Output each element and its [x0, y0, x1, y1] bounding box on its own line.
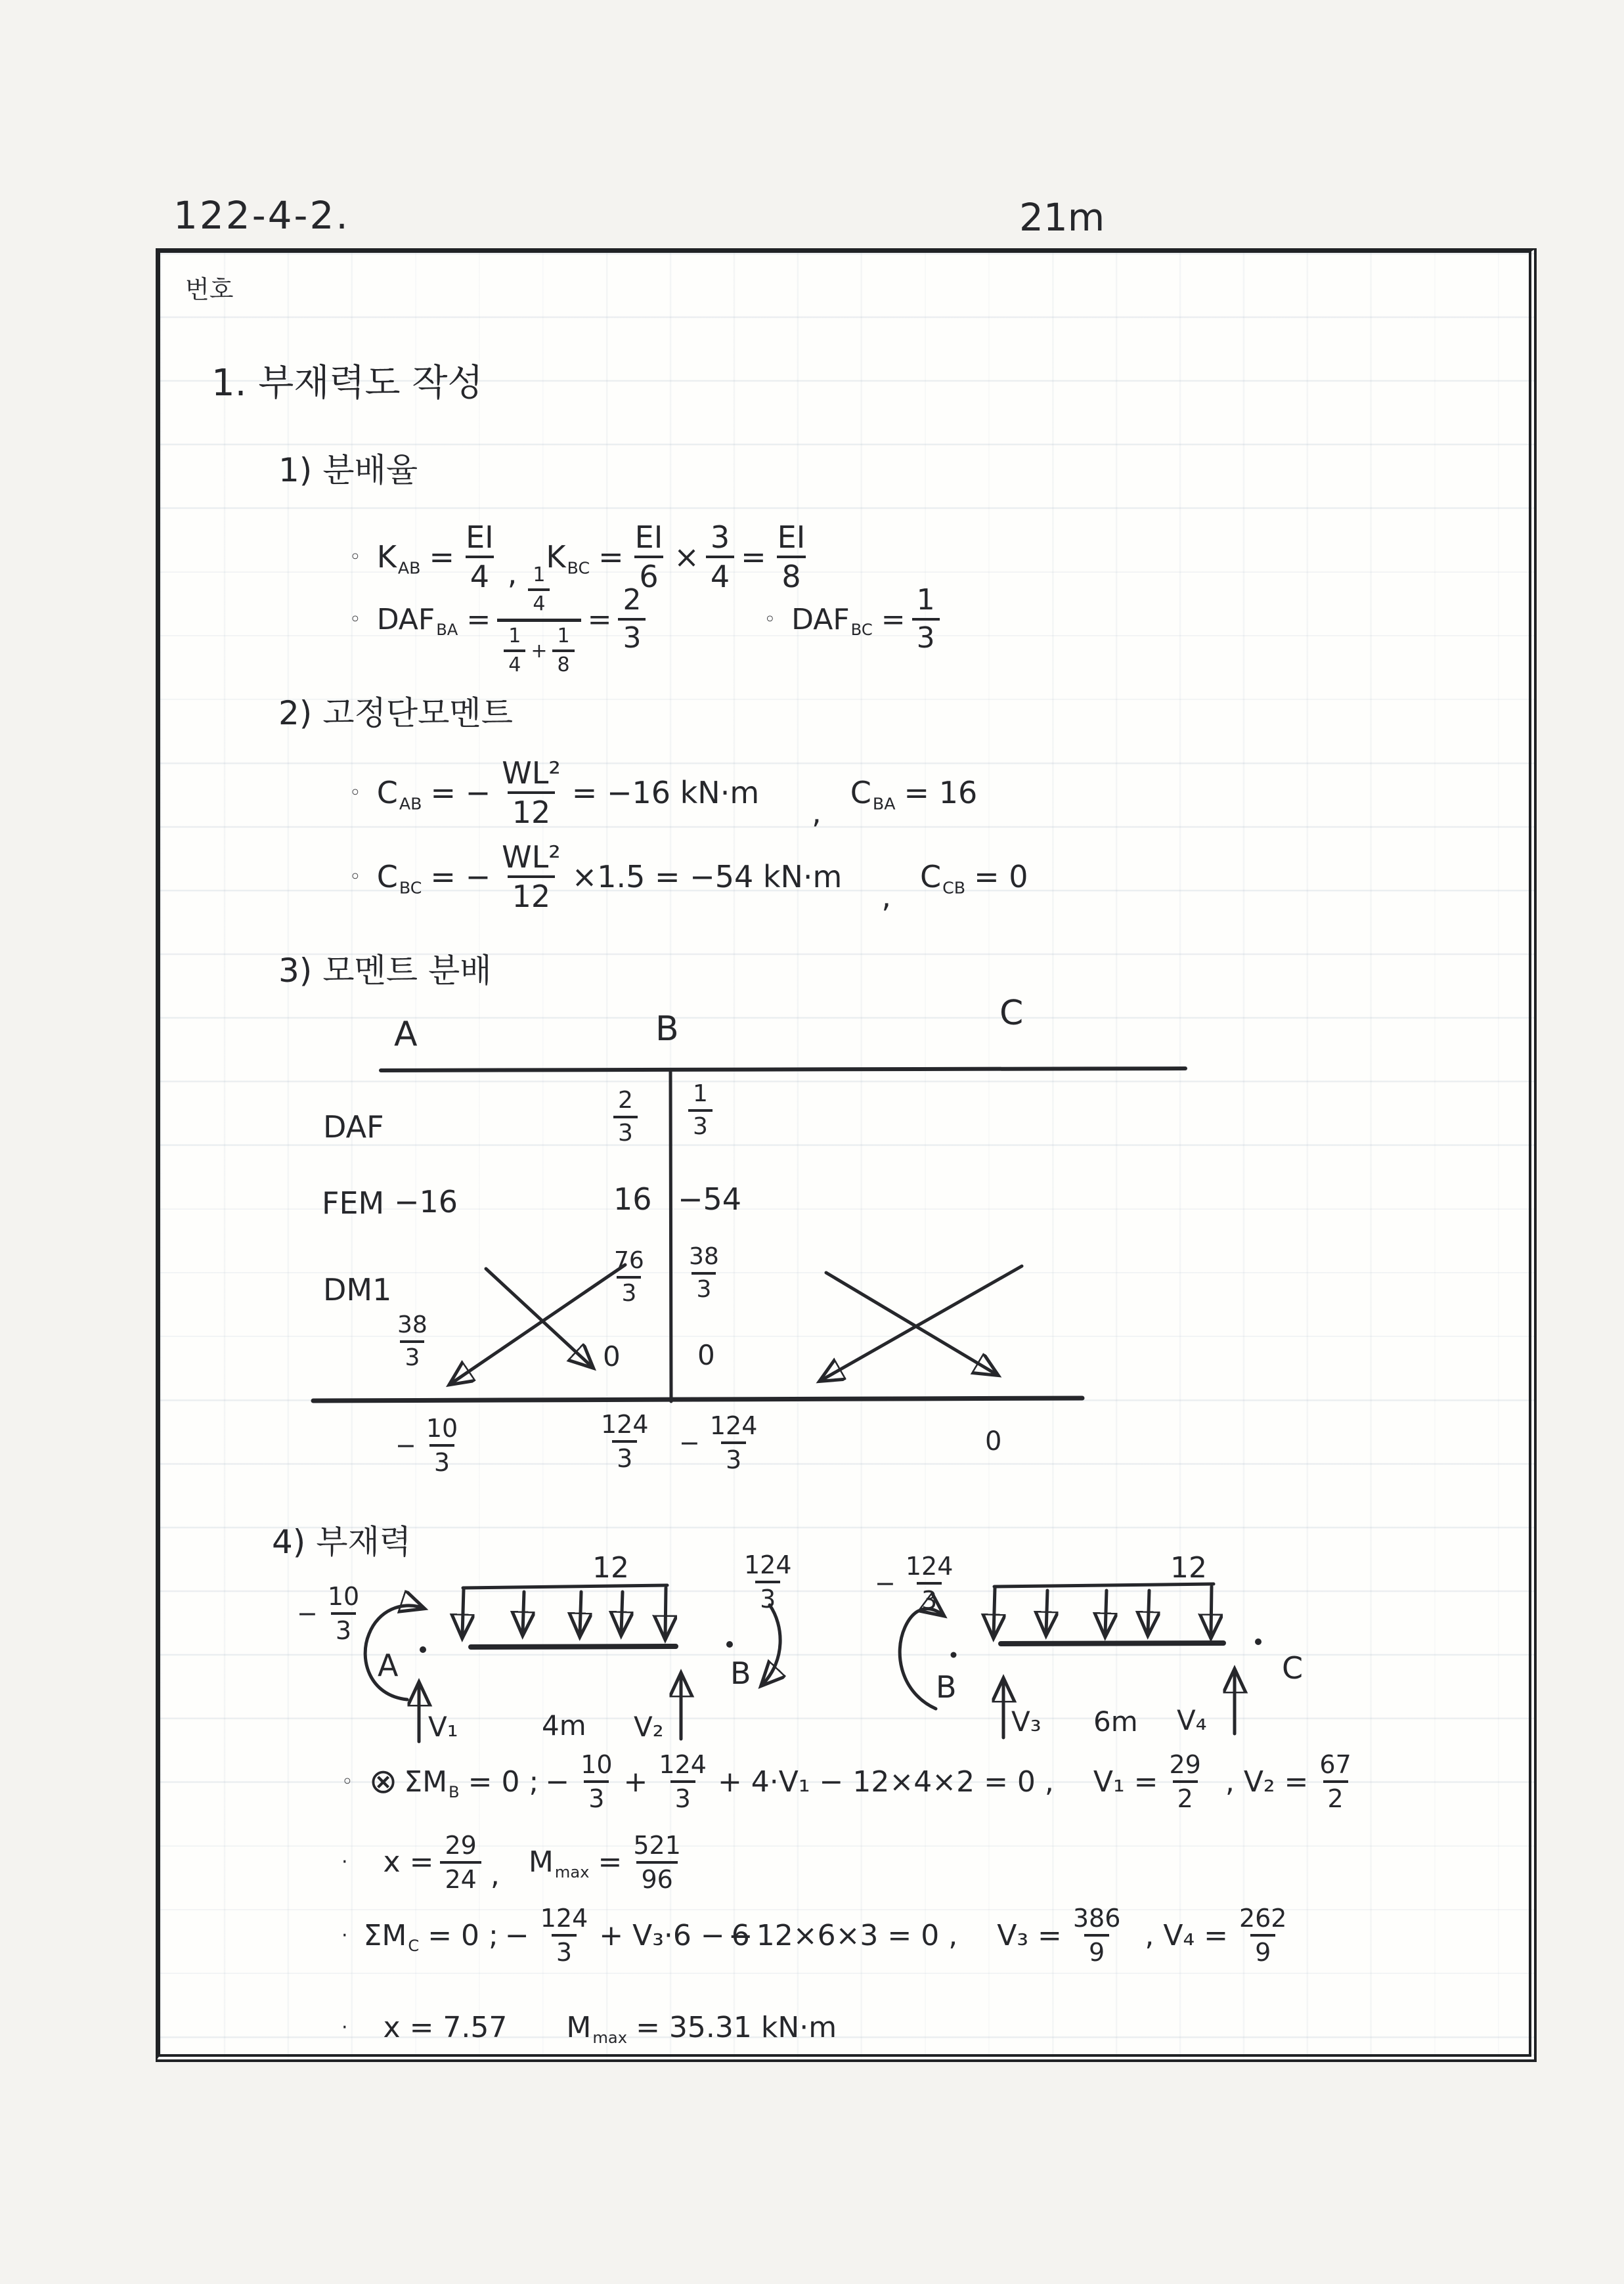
node-label-c: C — [1282, 1650, 1304, 1686]
m-max: Mmax — [528, 1845, 590, 1882]
expression: + 4·V₁ − 12×4×2 = 0 , — [717, 1765, 1054, 1799]
row-label-dm: DM1 — [323, 1272, 392, 1307]
eq-xmax-ab — [341, 1832, 686, 1892]
result: = 16 — [904, 775, 978, 810]
equals: = — [429, 539, 455, 575]
equals: = — [587, 602, 612, 636]
reaction-label-v1: V₁ — [428, 1711, 458, 1743]
sub-title-4: 4) 부재력 — [272, 1523, 412, 1561]
result: = 0 — [974, 859, 1028, 894]
node-label-b: B — [936, 1669, 957, 1705]
moment-value-bc: − $\frac{124}{3}$ — [875, 1552, 954, 1615]
comma: , — [881, 879, 891, 914]
bullet-icon: ◦ — [349, 545, 361, 569]
fem-value-bc: −54 — [678, 1181, 742, 1217]
symbol-c-ba: CBA — [850, 775, 896, 814]
carryover-arrow — [486, 1269, 591, 1366]
load-arrow — [994, 1588, 995, 1635]
comma: , — [812, 795, 822, 830]
carryover-zero-right: 0 — [697, 1339, 715, 1371]
comma: , — [507, 556, 517, 591]
daf-value-bc: $\frac{1}{3}$ — [688, 1082, 713, 1139]
equals: = — [741, 539, 766, 575]
fraction: $\frac{262}{9}$ — [1239, 1904, 1287, 1967]
bullet-icon: ◦ — [764, 607, 776, 631]
eq-fem-ab — [349, 755, 977, 830]
node-dot — [420, 1646, 426, 1653]
result: = −16 kN·m — [571, 775, 760, 810]
dm-value-bc: $\frac{38}{3}$ — [689, 1243, 719, 1303]
fraction: $\frac{3}{4}$ — [706, 522, 734, 592]
symbol-c-bc: CBC — [376, 859, 422, 898]
fraction: $\frac{29}{24}$ — [440, 1833, 481, 1892]
v3-equals: V₃ = — [997, 1918, 1062, 1952]
fraction: $\frac{EI}{6}$ — [634, 519, 663, 594]
times: × — [674, 539, 699, 575]
fraction: $\frac{\text{WL²}}{12}$ — [502, 839, 561, 914]
m-max: Mmax — [566, 2011, 628, 2048]
fraction: $\frac{2}{3}$ — [618, 586, 646, 653]
fraction: $\frac{124}{3}$ — [659, 1750, 707, 1813]
fem-value-ba: 16 — [613, 1181, 652, 1217]
fraction: $\frac{EI}{4}$ — [466, 519, 494, 594]
eq-moment-b — [341, 1752, 1356, 1811]
moment-value-a: − $\frac{10}{3}$ — [297, 1582, 360, 1645]
load-label: 12 — [592, 1551, 629, 1585]
corner-label: 번호 — [185, 275, 234, 304]
node-label-b: B — [655, 1009, 679, 1049]
bullet-icon: · — [341, 2016, 348, 2039]
symbol-daf-bc: DAFBC — [791, 602, 873, 639]
struck-out-term: 6 — [731, 1918, 750, 1952]
sub-title-3: 3) 모멘트 분배 — [278, 952, 492, 990]
fem-value-a: −16 — [394, 1184, 458, 1219]
bullet-icon: · — [341, 1851, 348, 1874]
reaction-label-v2: V₂ — [634, 1711, 664, 1743]
load-arrow — [523, 1592, 524, 1633]
symbol-c-ab: CAB — [376, 775, 422, 814]
fraction: $\frac{1}{3}$ — [912, 586, 940, 653]
expression: 12×6×3 = 0 , — [756, 1918, 958, 1952]
fraction: $\frac{124}{3}$ — [540, 1904, 588, 1967]
sigma-mb: ΣMB — [404, 1765, 460, 1801]
v2-equals: , V₂ = — [1225, 1765, 1309, 1799]
row-label-fem: FEM — [322, 1185, 385, 1221]
beam-line — [471, 1646, 676, 1647]
minus: − — [504, 1918, 529, 1952]
bullet-icon: ◦ — [349, 607, 361, 631]
eq-fem-bc — [349, 839, 1028, 914]
eq-xmax-bc — [341, 2011, 837, 2048]
section-1-title: 1. 부재력도 작성 — [211, 362, 483, 405]
load-arrow — [580, 1592, 581, 1634]
fraction: $\frac{\text{WL²}}{12}$ — [502, 755, 561, 830]
carryover-arrow — [452, 1265, 625, 1383]
symbol-k-bc: KBC — [546, 539, 590, 578]
daf-value-ba: $\frac{2}{3}$ — [613, 1089, 638, 1145]
load-arrow — [621, 1592, 623, 1633]
sigma-mc: ΣMC — [363, 1918, 420, 1955]
v4-equals: , V₄ = — [1145, 1918, 1228, 1952]
node-label-b: B — [730, 1656, 751, 1691]
node-dot — [951, 1652, 957, 1658]
load-arrow — [1105, 1591, 1107, 1634]
equals: = — [881, 602, 906, 636]
table-top-line — [381, 1068, 1185, 1070]
span-label: 6m — [1093, 1705, 1138, 1738]
load-top-line — [994, 1584, 1214, 1587]
comma: , — [490, 1858, 500, 1892]
sub-title-1: 1) 분배율 — [278, 451, 418, 489]
symbol-daf-ba: DAFBA — [376, 602, 458, 639]
fraction: $\frac{29}{2}$ — [1169, 1750, 1201, 1813]
x-equals: x = — [383, 1845, 434, 1879]
bullet-icon: · — [341, 1923, 348, 1947]
equals: = — [598, 1845, 623, 1879]
sum-value-c: 0 — [985, 1426, 1002, 1457]
moment-value-ba: $\frac{124}{3}$ — [744, 1550, 792, 1614]
equals: = 0 ; — [428, 1918, 498, 1952]
fraction: $\frac{386}{9}$ — [1072, 1904, 1121, 1967]
carryover-arrow — [826, 1273, 996, 1374]
sum-value-ba: $\frac{124}{3}$ — [601, 1410, 649, 1473]
sum-value-bc: − $\frac{124}{3}$ — [679, 1411, 758, 1474]
load-label: 12 — [1170, 1551, 1207, 1585]
eq-moment-c — [341, 1906, 1291, 1965]
bullet-icon: ◦ — [349, 781, 361, 804]
node-label-c: C — [999, 994, 1024, 1033]
load-arrow — [462, 1589, 464, 1635]
result: ×1.5 = −54 kN·m — [571, 859, 843, 894]
scribble-mark: ⊗ — [368, 1762, 398, 1801]
load-arrow — [1211, 1587, 1212, 1635]
equals: = — [598, 539, 624, 575]
load-top-line — [463, 1585, 667, 1588]
equals: = — [466, 602, 491, 636]
fraction: $\frac{10}{3}$ — [581, 1750, 613, 1813]
table-divider-b — [670, 1071, 671, 1401]
load-arrow — [1046, 1591, 1047, 1633]
beam-line — [1001, 1643, 1223, 1644]
reaction-label-v4: V₄ — [1177, 1704, 1207, 1736]
fraction: $\frac{EI}{8}$ — [777, 519, 806, 594]
symbol-c-cb: CCB — [919, 859, 966, 898]
carryover-zero-left: 0 — [603, 1340, 621, 1373]
plus: + — [623, 1765, 648, 1799]
sub-title-2: 2) 고정단모멘트 — [278, 694, 514, 732]
span-label: 4m — [542, 1709, 586, 1742]
x-equals: x = 7.57 — [383, 2011, 508, 2044]
load-arrow — [665, 1588, 666, 1636]
equals: = 0 ; — [468, 1765, 539, 1799]
node-label-a: A — [394, 1015, 418, 1054]
carryover-value-a: $\frac{38}{3}$ — [397, 1311, 428, 1371]
fraction: $\frac{67}{2}$ — [1319, 1750, 1351, 1813]
result: = 35.31 kN·m — [636, 2011, 837, 2044]
node-dot — [726, 1641, 733, 1648]
bullet-icon: ◦ — [349, 865, 361, 889]
moment-arrow-b — [763, 1605, 780, 1684]
symbol-k-ab: KAB — [376, 539, 421, 578]
fraction: $\frac{521}{96}$ — [633, 1830, 681, 1894]
nested-fraction: $\frac{1}{4}$ $\frac{1}{4}$ + $\frac{1}{8}$ — [497, 563, 581, 675]
bullet-icon: ◦ — [341, 1770, 353, 1793]
node-label-a: A — [378, 1648, 399, 1683]
node-dot — [1255, 1638, 1262, 1645]
sum-value-a: − $\frac{10}{3}$ — [395, 1414, 458, 1477]
dm-value-ba: $\frac{76}{3}$ — [614, 1247, 644, 1307]
doc-code: 122-4-2. — [173, 193, 350, 238]
row-label-daf: DAF — [323, 1109, 384, 1145]
carryover-arrow — [822, 1266, 1022, 1380]
header-right-note: 21m — [1019, 195, 1105, 240]
equals: = − — [430, 859, 491, 894]
eq-daf — [349, 563, 940, 675]
minus: − — [545, 1765, 570, 1799]
equals: = − — [430, 775, 491, 810]
load-arrow — [1148, 1591, 1149, 1633]
reaction-label-v3: V₃ — [1011, 1705, 1042, 1738]
table-sum-line — [313, 1398, 1082, 1401]
expression: + V₃·6 − — [599, 1918, 725, 1952]
v1-equals: V₁ = — [1093, 1765, 1158, 1799]
